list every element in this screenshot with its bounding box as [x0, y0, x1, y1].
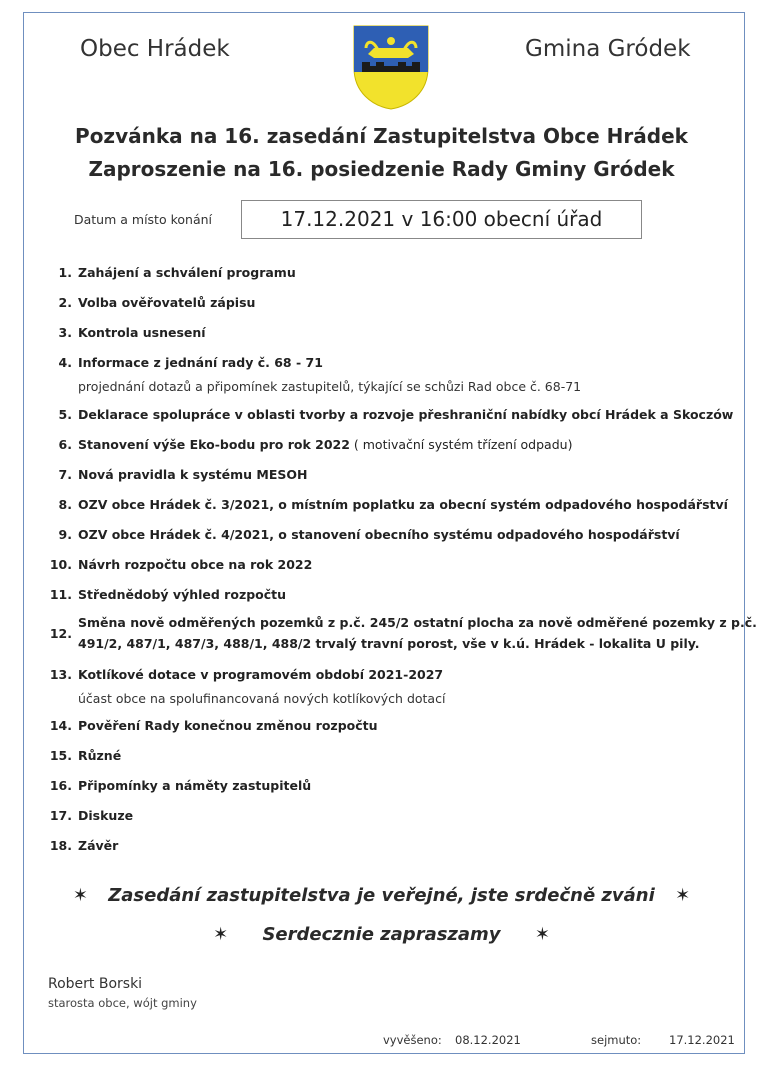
agenda-item-continued: 491/2, 487/1, 487/3, 488/1, 488/2 trvalý travní porost, vše v k.ú. Hrádek - lokalita U pily.	[78, 636, 700, 651]
star-icon: ✶	[675, 885, 691, 906]
closing-pl	[0, 924, 763, 945]
agenda-item: Zahájení a schválení programu	[78, 265, 296, 280]
posted-date: 08.12.2021	[455, 1033, 521, 1047]
agenda-number: 10.	[49, 557, 72, 572]
agenda-item: OZV obce Hrádek č. 4/2021, o stanovení obecního systému odpadového hospodářství	[78, 527, 680, 542]
coat-of-arms-icon	[352, 24, 430, 110]
title-pl: Zaproszenie na 16. posiedzenie Rady Gminy Gródek	[88, 157, 675, 181]
agenda-number: 18.	[49, 838, 72, 853]
agenda-number: 5.	[58, 407, 72, 422]
agenda-item: Diskuze	[78, 808, 134, 823]
agenda-item-text: Stanovení výše Eko-bodu pro rok 2022	[78, 437, 350, 452]
agenda-item: Kontrola usnesení	[78, 325, 206, 340]
agenda-number: 12.	[49, 626, 72, 641]
agenda-number: 6.	[58, 437, 72, 452]
signer-name: Robert Borski	[48, 976, 143, 992]
agenda-item: Kotlíkové dotace v programovém období 2021-2027	[78, 667, 444, 682]
agenda-number: 15.	[49, 748, 72, 763]
agenda-subitem: účast obce na spolufinancovaná nových kotlíkových dotací	[78, 691, 446, 706]
removed-label: sejmuto:	[591, 1033, 642, 1047]
agenda-number: 4.	[58, 355, 72, 370]
municipality-pl: Gmina Gródek	[525, 36, 691, 62]
agenda-number: 13.	[49, 667, 72, 682]
signer-role: starosta obce, wójt gminy	[48, 996, 197, 1010]
agenda-number: 7.	[58, 467, 72, 482]
star-icon: ✶	[534, 924, 550, 945]
agenda-item: Deklarace spolupráce v oblasti tvorby a rozvoje přeshraniční nabídky obcí Hrádek a Skoczów	[78, 407, 734, 422]
agenda-item: Pověření Rady konečnou změnou rozpočtu	[78, 718, 378, 733]
agenda-item: Střednědobý výhled rozpočtu	[78, 587, 287, 602]
star-icon: ✶	[72, 885, 88, 906]
meeting-label: Datum a místo konání	[74, 212, 212, 227]
agenda-number: 16.	[49, 778, 72, 793]
meeting-date-box: 17.12.2021 v 16:00 obecní úřad	[241, 200, 642, 239]
municipality-cz: Obec Hrádek	[80, 36, 230, 62]
closing-pl-text: Serdecznie zapraszamy	[262, 924, 501, 945]
agenda-item: Informace z jednání rady č. 68 - 71	[78, 355, 323, 370]
agenda-item: Nová pravidla k systému MESOH	[78, 467, 308, 482]
agenda-item: Návrh rozpočtu obce na rok 2022	[78, 557, 313, 572]
agenda-number: 2.	[58, 295, 72, 310]
closing-cz-text: Zasedání zastupitelstva je veřejné, jste srdečně zváni	[108, 885, 655, 906]
agenda-item: Různé	[78, 748, 122, 763]
agenda-number: 1.	[58, 265, 72, 280]
agenda-number: 3.	[58, 325, 72, 340]
agenda-item: OZV obce Hrádek č. 3/2021, o místním poplatku za obecní systém odpadového hospodářství	[78, 497, 728, 512]
agenda-item	[78, 437, 572, 452]
agenda-number: 14.	[49, 718, 72, 733]
removed-date: 17.12.2021	[669, 1033, 735, 1047]
agenda-subitem: projednání dotazů a připomínek zastupitelů, týkající se schůzi Rad obce č. 68-71	[78, 379, 582, 394]
agenda-item: Směna nově odměřených pozemků z p.č. 245/2 ostatní plocha za nově odměřené pozemky z p.č.	[78, 615, 757, 630]
closing-cz	[0, 885, 763, 906]
posted-label: vyvěšeno:	[383, 1033, 442, 1047]
document-titles	[0, 120, 763, 186]
agenda-number: 9.	[58, 527, 72, 542]
star-icon: ✶	[213, 924, 229, 945]
title-cz: Pozvánka na 16. zasedání Zastupitelstva Obce Hrádek	[75, 124, 688, 148]
agenda-item: Připomínky a náměty zastupitelů	[78, 778, 312, 793]
agenda-number: 11.	[49, 587, 72, 602]
agenda-number: 8.	[58, 497, 72, 512]
agenda-item: Volba ověřovatelů zápisu	[78, 295, 256, 310]
agenda-item-note: ( motivační systém třízení odpadu)	[349, 437, 573, 452]
agenda-item: Závěr	[78, 838, 119, 853]
agenda-number: 17.	[49, 808, 72, 823]
